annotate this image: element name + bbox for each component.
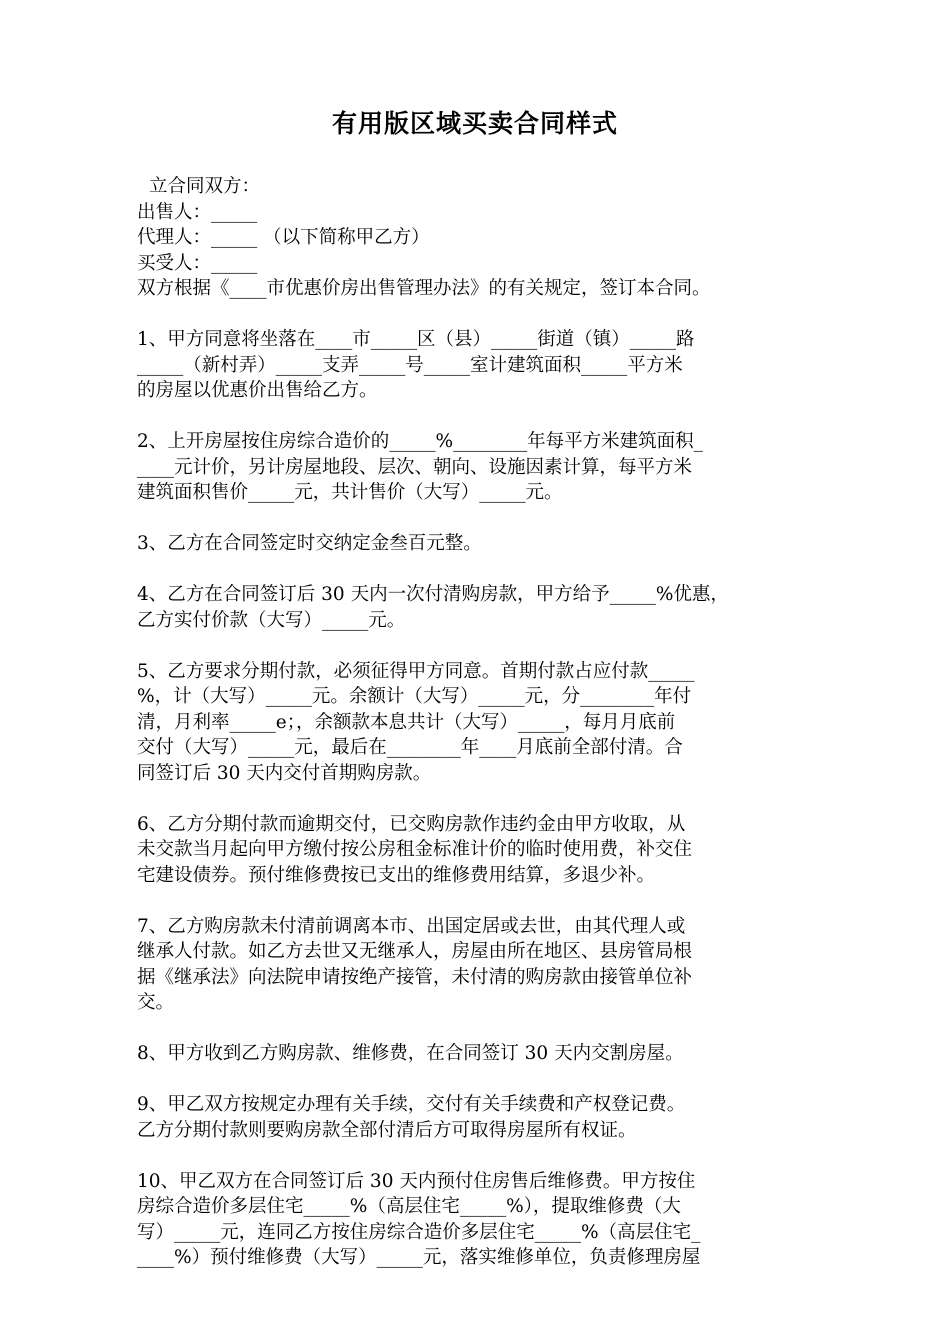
- clause-6-line: 6、乙方分期付款而逾期交付，已交购房款作违约金由甲方收取，从: [137, 813, 686, 835]
- paragraph-gap: [137, 557, 827, 583]
- paragraph-gap: [137, 404, 827, 430]
- paragraph-gap: [137, 506, 827, 532]
- clause-10-line: 10、甲乙双方在合同签订后 30 天内预付住房售后维修费。甲方按住: [137, 1170, 696, 1192]
- clause-7-line: 继承人付款。如乙方去世又无继承人，房屋由所在地区、县房管局根: [137, 941, 693, 962]
- buyer-line: 买受人：_____: [137, 252, 258, 274]
- clause-2-line: ____元计价，另计房屋地段、层次、朝向、设施因素计算，每平方米: [137, 456, 693, 478]
- clause-10-line: ____%）预付维修费（大写）_____元，落实维修单位，负责修理房屋: [137, 1247, 701, 1268]
- clause-8-line: 8、甲方收到乙方购房款、维修费，在合同签订 30 天内交割房屋。: [137, 1043, 684, 1064]
- clause-4-line: 乙方实付价款（大写）_____元。: [137, 609, 406, 631]
- paragraph-gap: [137, 888, 827, 914]
- paragraph-gap: [137, 1143, 827, 1169]
- clause-10-line: 房综合造价多层住宅_____%（高层住宅_____%），提取维修费（大: [137, 1196, 681, 1217]
- clause-5-line: %，计（大写）_____元。余额计（大写）_____元，分________年付: [137, 686, 692, 707]
- agent-line: 代理人：_____ （以下简称甲乙方）: [137, 227, 430, 248]
- paragraph-gap: [137, 633, 827, 659]
- basis-line: 双方根据《____市优惠价房出售管理办法》的有关规定，签订本合同。: [137, 278, 711, 299]
- paragraph-gap: [137, 1016, 827, 1042]
- paragraph-gap: [137, 786, 827, 812]
- paragraph-gap: [137, 302, 827, 328]
- clause-3-line: 3、乙方在合同签定时交纳定金叁百元整。: [137, 533, 482, 554]
- clause-5-line: 同签订后 30 天内交付首期购房款。: [137, 762, 432, 784]
- clause-7-line: 据《继承法》向法院申请按绝产接管，未付清的购房款由接管单位补: [137, 966, 693, 988]
- clause-1-line: _____（新村弄）_____支弄_____号_____室计建筑面积_____平方米: [137, 354, 683, 376]
- clause-6-line: 未交款当月起向甲方缴付按公房租金标准计价的临时使用费，补交住: [137, 839, 693, 860]
- clause-6-line: 宅建设债券。预付维修费按已支出的维修费用结算，多退少补。: [137, 864, 656, 886]
- parties-intro-line: 立合同双方：: [149, 176, 261, 197]
- clause-9-line: 乙方分期付款则要购房款全部付清后方可取得房屋所有权证。: [137, 1119, 637, 1141]
- clause-2-line: 建筑面积售价_____元，共计售价（大写）_____元。: [137, 482, 563, 503]
- clause-1-line: 的房屋以优惠价出售给乙方。: [137, 380, 378, 401]
- seller-line: 出售人：_____: [137, 201, 258, 223]
- clause-7-line: 7、乙方购房款未付清前调离本市、出国定居或去世，由其代理人或: [137, 915, 686, 937]
- clause-4-line: 4、乙方在合同签订后 30 天内一次付清购房款，甲方给予_____%优惠，: [137, 584, 729, 605]
- clause-5-line: 5、乙方要求分期付款，必须征得甲方同意。首期付款占应付款_____: [137, 660, 695, 682]
- document-title: 有用版区域买卖合同样式: [331, 109, 618, 138]
- document-body: [137, 174, 827, 1271]
- clause-10-line: 写）_____元，连同乙方按住房综合造价多层住宅_____%（高层住宅_: [137, 1221, 701, 1243]
- clause-9-line: 9、甲乙双方按规定办理有关手续，交付有关手续费和产权登记费。: [137, 1094, 686, 1115]
- clause-7-line: 交。: [137, 992, 175, 1013]
- clause-2-line: 2、上开房屋按住房综合造价的_____%________年每平方米建筑面积_: [137, 431, 703, 452]
- clause-5-line: 清，月利率_____e；，余额款本息共计（大写）_____，每月月底前: [137, 711, 676, 733]
- clause-1-line: 1、甲方同意将坐落在____市_____区（县）_____街道（镇）_____路: [137, 329, 695, 350]
- paragraph-gap: [137, 1067, 827, 1093]
- clause-5-line: 交付（大写）_____元，最后在________年____月底前全部付清。合: [137, 737, 683, 758]
